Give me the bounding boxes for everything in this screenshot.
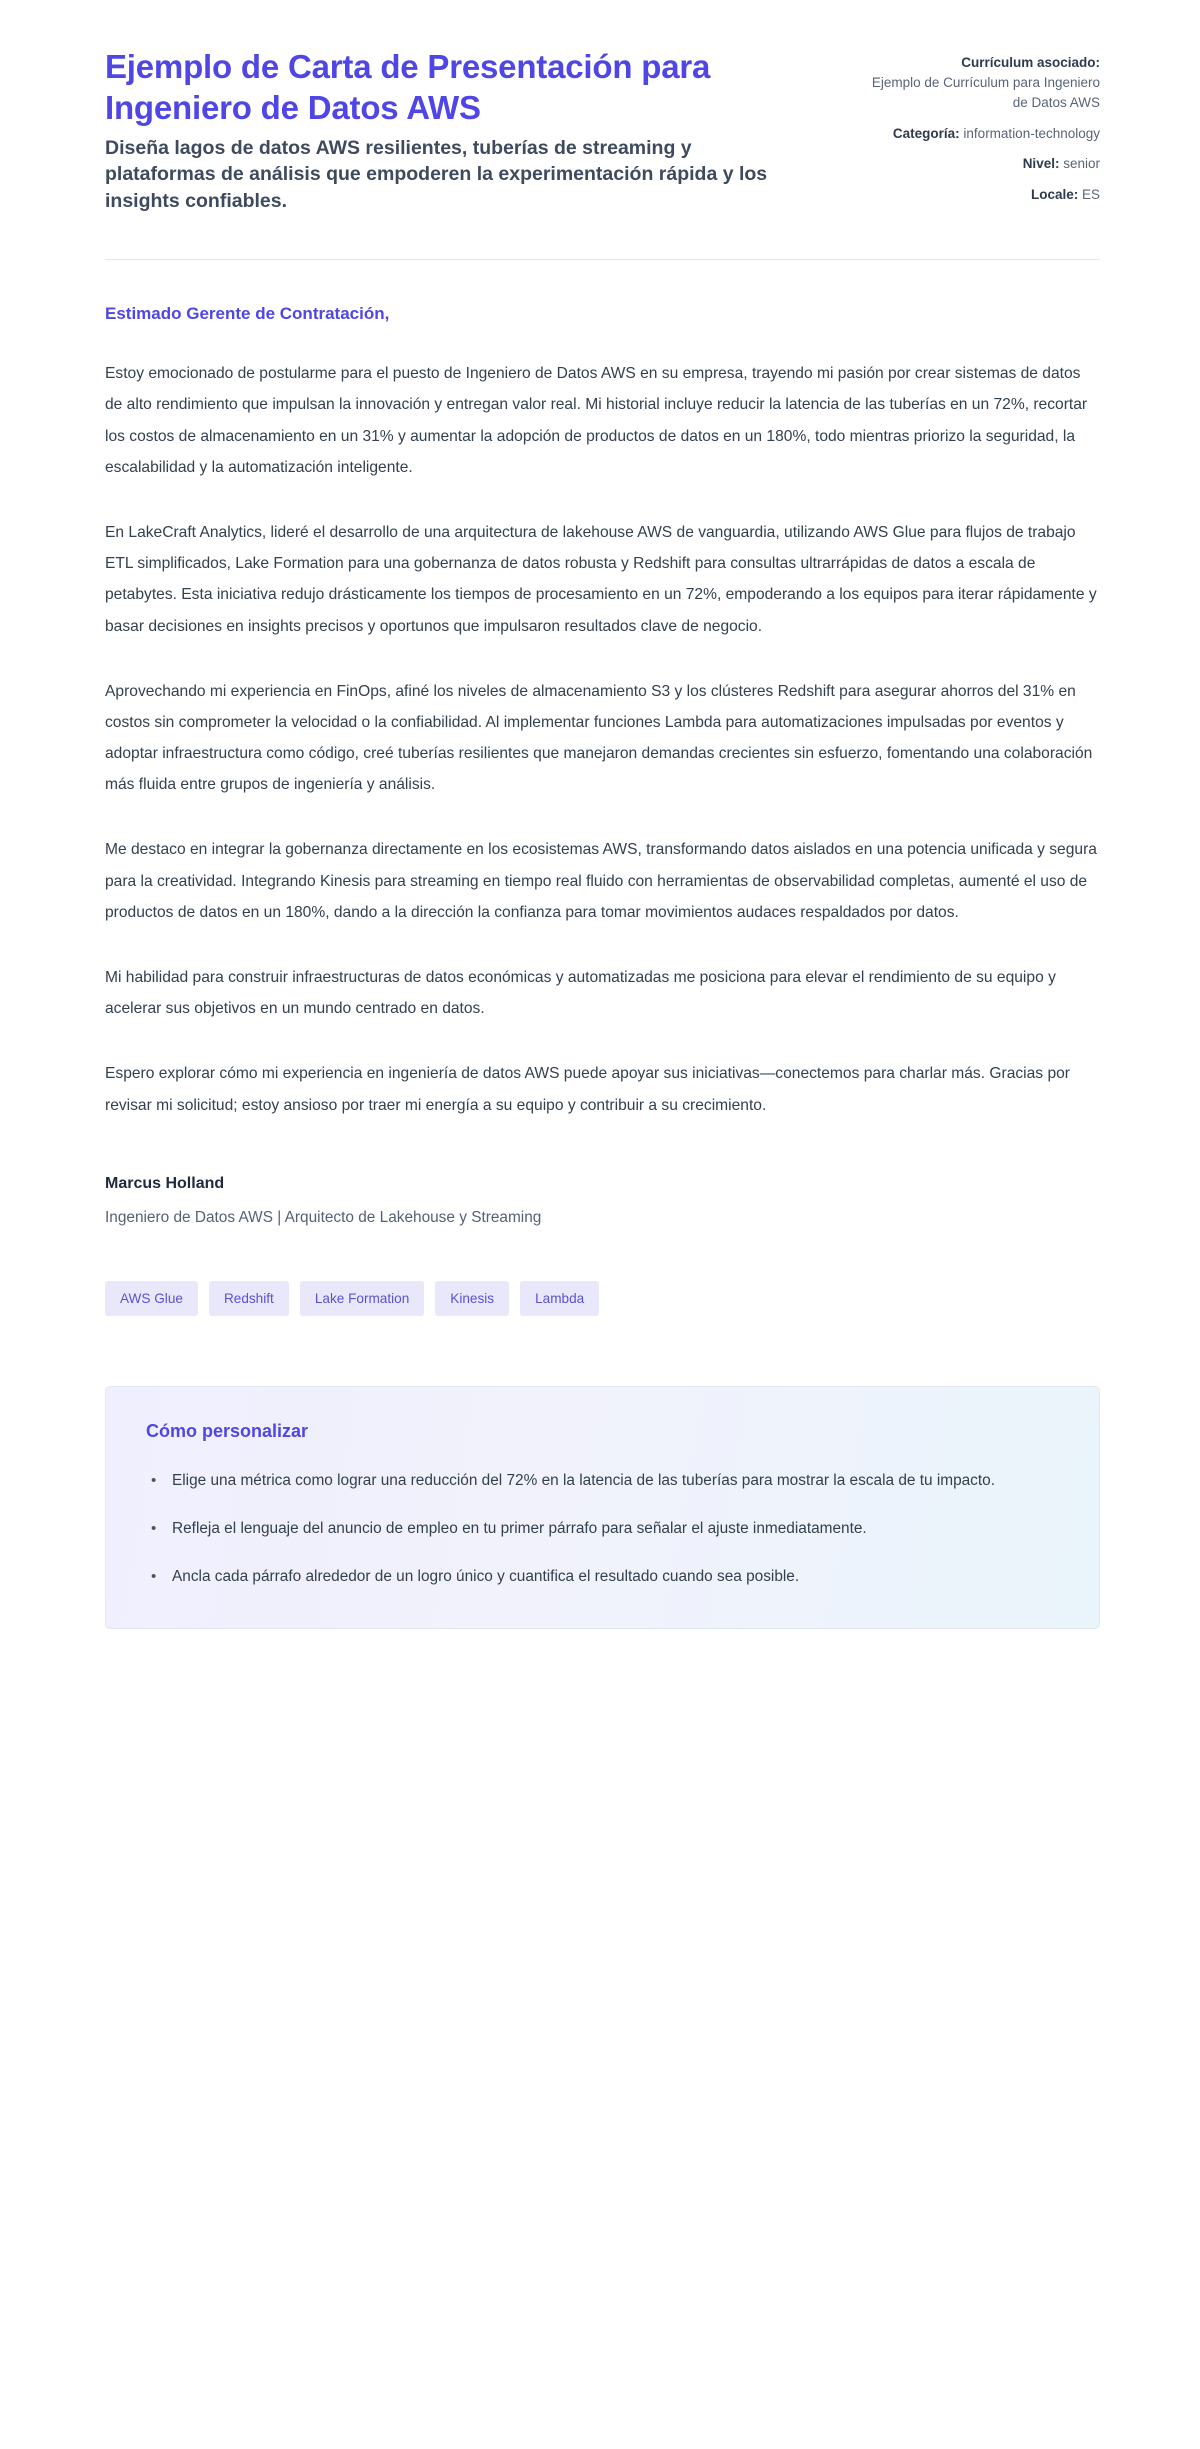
- page-header: [105, 46, 1100, 215]
- letter-paragraph: En LakeCraft Analytics, lideré el desarrollo de una arquitectura de lakehouse AWS de vanguardia, utilizando AWS Glue para flujos de trabajo ETL simplificados, Lake Formation para una gobernanza de datos robusta y Redshift para consultas ultrarrápidas de datos a escala de petabytes. Esta iniciativa redujo drásticamente los tiempos de procesamiento en un 72%, empoderando a los equipos para iterar rápidamente y basar decisiones en insights precisos y oportunos que impulsaron resultados clave de negocio.: [105, 523, 1097, 635]
- meta-resume-value: Ejemplo de Currículum para Ingeniero de Datos AWS: [871, 74, 1100, 110]
- document-metadata: [855, 46, 1100, 205]
- meta-resume-label-line: [855, 53, 1100, 73]
- callout-title: Cómo personalizar: [146, 1421, 309, 1442]
- page-subtitle: Diseña lagos de datos AWS resilientes, tuberías de streaming y plataformas de análisis que empoderen la experimentación rápida y los insights confiables.: [105, 136, 768, 213]
- meta-level: [855, 154, 1100, 174]
- letter-paragraph: Aprovechando mi experiencia en FinOps, afiné los niveles de almacenamiento S3 y los clústeres Redshift para asegurar ahorros del 31% en costos sin comprometer la velocidad o la confiabilidad. Al implementar funciones Lambda para automatizaciones impulsadas por eventos y adoptar infraestructura como código, creé tuberías resilientes que manejaron demandas crecientes sin esfuerzo, fomentando una colaboración más fluida entre grupos de ingeniería y análisis.: [105, 682, 1093, 794]
- meta-resume-value-line: [855, 73, 1100, 113]
- skill-tag[interactable]: Lambda: [520, 1281, 599, 1317]
- skill-tag[interactable]: AWS Glue: [105, 1281, 198, 1317]
- letter-body: [105, 260, 1100, 1121]
- letter-paragraph: Mi habilidad para construir infraestructuras de datos económicas y automatizadas me posiciona para elevar el rendimiento de su equipo y acelerar sus objetivos en un mundo centrado en datos.: [105, 969, 1056, 1018]
- meta-category-line: [855, 124, 1100, 144]
- meta-level-label: Nivel:: [1022, 156, 1060, 172]
- letter-paragraph-container: [105, 358, 1100, 1121]
- meta-locale-line: [855, 185, 1100, 205]
- meta-level-value: senior: [1063, 156, 1100, 172]
- meta-level-line: [855, 154, 1100, 174]
- letter-paragraph: Me destaco en integrar la gobernanza directamente en los ecosistemas AWS, transformando datos aislados en una potencia unificada y segura para la creatividad. Integrando Kinesis para streaming en tiempo real fluido con herramientas de observabilidad completas, aumenté el uso de productos de datos en un 180%, dando a la dirección la confianza para tomar movimientos audaces respaldados por datos.: [105, 841, 1097, 921]
- meta-resume-label: Currículum asociado:: [961, 55, 1100, 70]
- meta-category-value: information-technology: [963, 125, 1100, 141]
- letter-salutation: Estimado Gerente de Contratación,: [105, 304, 390, 324]
- skill-tag-list: [105, 1281, 1100, 1317]
- meta-category: [855, 124, 1100, 144]
- skill-tag[interactable]: Redshift: [209, 1281, 289, 1317]
- customization-callout: [105, 1386, 1100, 1629]
- letter-paragraph: Espero explorar cómo mi experiencia en ingeniería de datos AWS puede apoyar sus iniciativas—conectemos para charlar más. Gracias por revisar mi solicitud; estoy ansioso por traer mi energía a su equipo y contribuir a su crecimiento.: [105, 1065, 1070, 1114]
- meta-associated-resume: [855, 53, 1100, 113]
- skill-tag[interactable]: Lake Formation: [300, 1281, 424, 1317]
- page-title: Ejemplo de Carta de Presentación para Ingeniero de Datos AWS: [105, 48, 711, 127]
- meta-category-label: Categoría:: [892, 125, 960, 141]
- signature-name: Marcus Holland: [105, 1174, 225, 1192]
- letter-paragraph: Estoy emocionado de postularme para el puesto de Ingeniero de Datos AWS en su empresa, trayendo mi pasión por crear sistemas de datos de alto rendimiento que impulsan la innovación y entregan valor real. Mi historial incluye reducir la latencia de las tuberías en un 72%, recortar los costos de almacenamiento en un 31% y aumentar la adopción de productos de datos en un 180%, todo mientras priorizo la seguridad, la escalabilidad y la automatización inteligente.: [105, 365, 1088, 476]
- callout-tip-item: • Ancla cada párrafo alrededor de un logro único y cuantifica el resultado cuando sea posible.: [146, 1562, 1036, 1592]
- skill-tag[interactable]: Kinesis: [435, 1281, 509, 1317]
- meta-locale-value: ES: [1081, 187, 1100, 203]
- meta-locale: [855, 185, 1100, 205]
- signature-block: [105, 1175, 1100, 1227]
- header-text-column: [105, 46, 815, 215]
- callout-tip-list: [146, 1466, 1059, 1592]
- signature-role: Ingeniero de Datos AWS | Arquitecto de Lakehouse y Streaming: [105, 1208, 542, 1226]
- meta-locale-label: Locale:: [1030, 187, 1079, 203]
- callout-tip-item: • Elige una métrica como lograr una reducción del 72% en la latencia de las tuberías para mostrar la escala de tu impacto.: [146, 1466, 1036, 1496]
- callout-tip-item: • Refleja el lenguaje del anuncio de empleo en tu primer párrafo para señalar el ajuste inmediatamente.: [146, 1514, 1036, 1544]
